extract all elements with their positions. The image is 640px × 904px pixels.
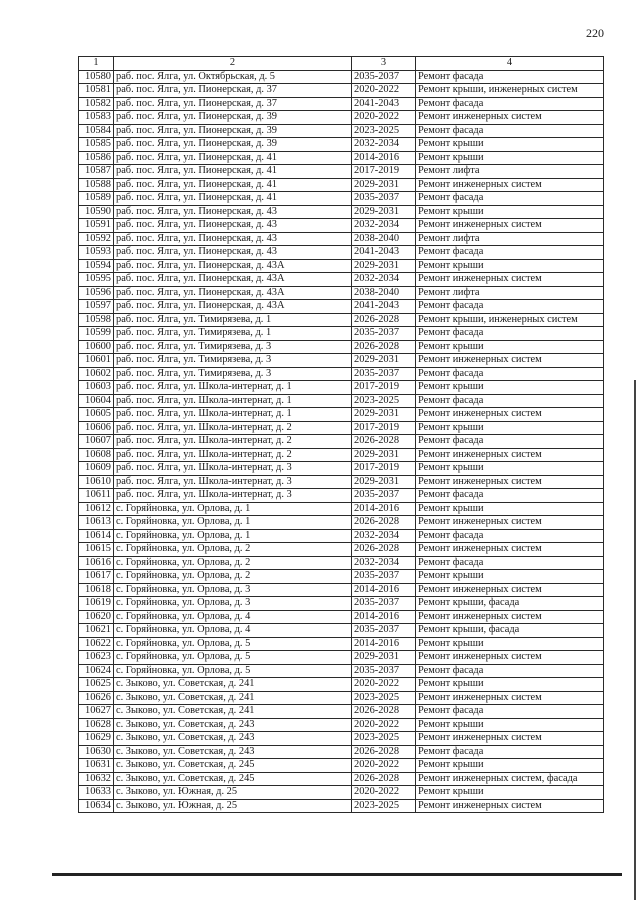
period-cell: 2014-2016	[352, 637, 416, 651]
row-number: 10602	[79, 367, 114, 381]
row-number: 10604	[79, 394, 114, 408]
period-cell: 2026-2028	[352, 516, 416, 530]
period-cell: 2020-2022	[352, 759, 416, 773]
work-type-cell: Ремонт инженерных систем	[416, 583, 604, 597]
table-row	[79, 408, 604, 422]
work-type-cell: Ремонт крыши	[416, 462, 604, 476]
table-row	[79, 516, 604, 530]
work-type-cell: Ремонт лифта	[416, 232, 604, 246]
work-type-cell: Ремонт крыши	[416, 421, 604, 435]
period-cell: 2026-2028	[352, 705, 416, 719]
table-row	[79, 97, 604, 111]
work-type-cell: Ремонт фасада	[416, 70, 604, 84]
table-row	[79, 489, 604, 503]
table-row	[79, 124, 604, 138]
work-type-cell: Ремонт фасада	[416, 664, 604, 678]
table-row	[79, 300, 604, 314]
table-row	[79, 462, 604, 476]
table-row	[79, 529, 604, 543]
row-number: 10587	[79, 165, 114, 179]
address-cell: раб. пос. Ялга, ул. Школа-интернат, д. 3	[114, 489, 352, 503]
row-number: 10603	[79, 381, 114, 395]
table-row	[79, 70, 604, 84]
table-row	[79, 718, 604, 732]
work-type-cell: Ремонт фасада	[416, 246, 604, 260]
address-cell: с. Зыково, ул. Южная, д. 25	[114, 786, 352, 800]
work-type-cell: Ремонт фасада	[416, 124, 604, 138]
work-type-cell: Ремонт крыши, фасада	[416, 597, 604, 611]
period-cell: 2029-2031	[352, 475, 416, 489]
row-number: 10633	[79, 786, 114, 800]
address-cell: раб. пос. Ялга, ул. Тимирязева, д. 1	[114, 327, 352, 341]
table-row	[79, 435, 604, 449]
column-header-address: 2	[114, 57, 352, 71]
row-number: 10623	[79, 651, 114, 665]
table-row	[79, 637, 604, 651]
period-cell: 2014-2016	[352, 583, 416, 597]
period-cell: 2035-2037	[352, 597, 416, 611]
table-row	[79, 543, 604, 557]
work-type-cell: Ремонт инженерных систем, фасада	[416, 772, 604, 786]
table-row	[79, 786, 604, 800]
period-cell: 2032-2034	[352, 273, 416, 287]
row-number: 10612	[79, 502, 114, 516]
table-body	[79, 70, 604, 813]
table-row	[79, 705, 604, 719]
period-cell: 2017-2019	[352, 165, 416, 179]
row-number: 10632	[79, 772, 114, 786]
work-type-cell: Ремонт крыши	[416, 502, 604, 516]
work-type-cell: Ремонт инженерных систем	[416, 408, 604, 422]
period-cell: 2023-2025	[352, 124, 416, 138]
work-type-cell: Ремонт инженерных систем	[416, 651, 604, 665]
period-cell: 2023-2025	[352, 799, 416, 813]
address-cell: с. Горяйновка, ул. Орлова, д. 3	[114, 583, 352, 597]
address-cell: с. Зыково, ул. Южная, д. 25	[114, 799, 352, 813]
table-row	[79, 610, 604, 624]
table-row	[79, 664, 604, 678]
work-type-cell: Ремонт крыши, инженерных систем	[416, 84, 604, 98]
work-type-cell: Ремонт инженерных систем	[416, 516, 604, 530]
address-cell: с. Зыково, ул. Советская, д. 243	[114, 745, 352, 759]
period-cell: 2023-2025	[352, 394, 416, 408]
row-number: 10614	[79, 529, 114, 543]
table-row	[79, 691, 604, 705]
period-cell: 2035-2037	[352, 489, 416, 503]
row-number: 10622	[79, 637, 114, 651]
period-cell: 2041-2043	[352, 246, 416, 260]
address-cell: с. Горяйновка, ул. Орлова, д. 5	[114, 664, 352, 678]
table-row	[79, 732, 604, 746]
row-number: 10616	[79, 556, 114, 570]
address-cell: с. Зыково, ул. Советская, д. 245	[114, 772, 352, 786]
address-cell: раб. пос. Ялга, ул. Пионерская, д. 43А	[114, 273, 352, 287]
table-row	[79, 84, 604, 98]
period-cell: 2026-2028	[352, 543, 416, 557]
period-cell: 2035-2037	[352, 327, 416, 341]
address-cell: раб. пос. Ялга, ул. Пионерская, д. 43А	[114, 259, 352, 273]
row-number: 10613	[79, 516, 114, 530]
table-row	[79, 624, 604, 638]
period-cell: 2014-2016	[352, 151, 416, 165]
work-type-cell: Ремонт крыши	[416, 151, 604, 165]
work-type-cell: Ремонт фасада	[416, 489, 604, 503]
period-cell: 2017-2019	[352, 421, 416, 435]
work-type-cell: Ремонт крыши	[416, 718, 604, 732]
work-type-cell: Ремонт крыши	[416, 340, 604, 354]
work-type-cell: Ремонт инженерных систем	[416, 178, 604, 192]
period-cell: 2035-2037	[352, 70, 416, 84]
address-cell: раб. пос. Ялга, ул. Школа-интернат, д. 1	[114, 394, 352, 408]
row-number: 10590	[79, 205, 114, 219]
table-row	[79, 178, 604, 192]
address-cell: раб. пос. Ялга, ул. Пионерская, д. 41	[114, 151, 352, 165]
period-cell: 2017-2019	[352, 462, 416, 476]
table-row	[79, 759, 604, 773]
period-cell: 2017-2019	[352, 381, 416, 395]
row-number: 10615	[79, 543, 114, 557]
row-number: 10581	[79, 84, 114, 98]
table-row	[79, 597, 604, 611]
period-cell: 2020-2022	[352, 84, 416, 98]
work-type-cell: Ремонт крыши	[416, 381, 604, 395]
table-row	[79, 381, 604, 395]
row-number: 10607	[79, 435, 114, 449]
address-cell: раб. пос. Ялга, ул. Пионерская, д. 43А	[114, 300, 352, 314]
table-row	[79, 799, 604, 813]
table-row	[79, 448, 604, 462]
work-type-cell: Ремонт крыши	[416, 570, 604, 584]
table-row	[79, 570, 604, 584]
row-number: 10631	[79, 759, 114, 773]
period-cell: 2023-2025	[352, 691, 416, 705]
table-row	[79, 367, 604, 381]
row-number: 10608	[79, 448, 114, 462]
row-number: 10586	[79, 151, 114, 165]
row-number: 10596	[79, 286, 114, 300]
row-number: 10605	[79, 408, 114, 422]
period-cell: 2026-2028	[352, 340, 416, 354]
work-type-cell: Ремонт фасада	[416, 327, 604, 341]
work-type-cell: Ремонт инженерных систем	[416, 354, 604, 368]
row-number: 10611	[79, 489, 114, 503]
address-cell: раб. пос. Ялга, ул. Школа-интернат, д. 1	[114, 381, 352, 395]
table-row	[79, 151, 604, 165]
period-cell: 2038-2040	[352, 232, 416, 246]
column-header-work-type: 4	[416, 57, 604, 71]
row-number: 10585	[79, 138, 114, 152]
address-cell: с. Зыково, ул. Советская, д. 243	[114, 718, 352, 732]
address-cell: раб. пос. Ялга, ул. Пионерская, д. 41	[114, 192, 352, 206]
work-type-cell: Ремонт фасада	[416, 300, 604, 314]
period-cell: 2041-2043	[352, 300, 416, 314]
address-cell: раб. пос. Ялга, ул. Пионерская, д. 43А	[114, 286, 352, 300]
address-cell: раб. пос. Ялга, ул. Пионерская, д. 37	[114, 84, 352, 98]
period-cell: 2035-2037	[352, 570, 416, 584]
table-row	[79, 192, 604, 206]
row-number: 10606	[79, 421, 114, 435]
address-cell: раб. пос. Ялга, ул. Пионерская, д. 39	[114, 138, 352, 152]
period-cell: 2029-2031	[352, 651, 416, 665]
period-cell: 2029-2031	[352, 354, 416, 368]
address-cell: с. Зыково, ул. Советская, д. 241	[114, 691, 352, 705]
table-row	[79, 286, 604, 300]
address-cell: раб. пос. Ялга, ул. Пионерская, д. 39	[114, 111, 352, 125]
address-cell: раб. пос. Ялга, ул. Октябрьская, д. 5	[114, 70, 352, 84]
table-row	[79, 219, 604, 233]
row-number: 10592	[79, 232, 114, 246]
row-number: 10591	[79, 219, 114, 233]
row-number: 10610	[79, 475, 114, 489]
row-number: 10583	[79, 111, 114, 125]
row-number: 10598	[79, 313, 114, 327]
period-cell: 2020-2022	[352, 678, 416, 692]
work-type-cell: Ремонт фасада	[416, 705, 604, 719]
work-type-cell: Ремонт фасада	[416, 367, 604, 381]
work-type-cell: Ремонт инженерных систем	[416, 732, 604, 746]
period-cell: 2029-2031	[352, 205, 416, 219]
address-cell: раб. пос. Ялга, ул. Школа-интернат, д. 2	[114, 435, 352, 449]
work-type-cell: Ремонт лифта	[416, 286, 604, 300]
address-cell: раб. пос. Ялга, ул. Тимирязева, д. 1	[114, 313, 352, 327]
period-cell: 2020-2022	[352, 718, 416, 732]
work-type-cell: Ремонт фасада	[416, 556, 604, 570]
table-row	[79, 475, 604, 489]
work-type-cell: Ремонт инженерных систем	[416, 219, 604, 233]
row-number: 10628	[79, 718, 114, 732]
row-number: 10626	[79, 691, 114, 705]
address-cell: с. Горяйновка, ул. Орлова, д. 2	[114, 556, 352, 570]
address-cell: раб. пос. Ялга, ул. Тимирязева, д. 3	[114, 354, 352, 368]
row-number: 10609	[79, 462, 114, 476]
table-row	[79, 246, 604, 260]
work-type-cell: Ремонт инженерных систем	[416, 543, 604, 557]
period-cell: 2020-2022	[352, 111, 416, 125]
row-number: 10597	[79, 300, 114, 314]
address-cell: раб. пос. Ялга, ул. Пионерская, д. 43	[114, 205, 352, 219]
row-number: 10589	[79, 192, 114, 206]
table-row	[79, 772, 604, 786]
period-cell: 2041-2043	[352, 97, 416, 111]
address-cell: раб. пос. Ялга, ул. Пионерская, д. 39	[114, 124, 352, 138]
period-cell: 2032-2034	[352, 529, 416, 543]
period-cell: 2032-2034	[352, 219, 416, 233]
work-type-cell: Ремонт фасада	[416, 745, 604, 759]
work-type-cell: Ремонт фасада	[416, 529, 604, 543]
address-cell: раб. пос. Ялга, ул. Пионерская, д. 41	[114, 165, 352, 179]
work-type-cell: Ремонт крыши	[416, 259, 604, 273]
work-type-cell: Ремонт инженерных систем	[416, 475, 604, 489]
address-cell: раб. пос. Ялга, ул. Пионерская, д. 37	[114, 97, 352, 111]
work-type-cell: Ремонт крыши, инженерных систем	[416, 313, 604, 327]
row-number: 10625	[79, 678, 114, 692]
period-cell: 2029-2031	[352, 408, 416, 422]
row-number: 10599	[79, 327, 114, 341]
address-cell: раб. пос. Ялга, ул. Пионерская, д. 43	[114, 219, 352, 233]
work-type-cell: Ремонт инженерных систем	[416, 273, 604, 287]
row-number: 10600	[79, 340, 114, 354]
row-number: 10624	[79, 664, 114, 678]
period-cell: 2026-2028	[352, 745, 416, 759]
address-cell: с. Зыково, ул. Советская, д. 241	[114, 705, 352, 719]
table-row	[79, 502, 604, 516]
work-type-cell: Ремонт лифта	[416, 165, 604, 179]
column-header-number: 1	[79, 57, 114, 71]
address-cell: с. Зыково, ул. Советская, д. 241	[114, 678, 352, 692]
period-cell: 2029-2031	[352, 178, 416, 192]
row-number: 10601	[79, 354, 114, 368]
period-cell: 2038-2040	[352, 286, 416, 300]
work-type-cell: Ремонт инженерных систем	[416, 799, 604, 813]
row-number: 10593	[79, 246, 114, 260]
period-cell: 2023-2025	[352, 732, 416, 746]
work-type-cell: Ремонт фасада	[416, 435, 604, 449]
table-row	[79, 205, 604, 219]
table-row	[79, 651, 604, 665]
address-cell: с. Горяйновка, ул. Орлова, д. 5	[114, 637, 352, 651]
table-row	[79, 111, 604, 125]
work-type-cell: Ремонт фасада	[416, 97, 604, 111]
address-cell: с. Горяйновка, ул. Орлова, д. 2	[114, 570, 352, 584]
table-row	[79, 232, 604, 246]
table-row	[79, 327, 604, 341]
work-type-cell: Ремонт крыши	[416, 786, 604, 800]
period-cell: 2035-2037	[352, 192, 416, 206]
period-cell: 2026-2028	[352, 313, 416, 327]
address-cell: раб. пос. Ялга, ул. Школа-интернат, д. 2	[114, 421, 352, 435]
table-row	[79, 745, 604, 759]
table-row	[79, 678, 604, 692]
table-row	[79, 273, 604, 287]
row-number: 10620	[79, 610, 114, 624]
period-cell: 2026-2028	[352, 772, 416, 786]
capital-repair-table	[78, 56, 604, 813]
period-cell: 2020-2022	[352, 786, 416, 800]
row-number: 10619	[79, 597, 114, 611]
address-cell: с. Зыково, ул. Советская, д. 243	[114, 732, 352, 746]
table-row	[79, 394, 604, 408]
bottom-border-line	[52, 873, 622, 876]
work-type-cell: Ремонт крыши	[416, 138, 604, 152]
address-cell: с. Горяйновка, ул. Орлова, д. 4	[114, 610, 352, 624]
address-cell: раб. пос. Ялга, ул. Школа-интернат, д. 3	[114, 462, 352, 476]
row-number: 10584	[79, 124, 114, 138]
row-number: 10595	[79, 273, 114, 287]
right-margin-line	[634, 380, 636, 900]
column-header-period: 3	[352, 57, 416, 71]
address-cell: с. Горяйновка, ул. Орлова, д. 4	[114, 624, 352, 638]
table-header-row	[79, 57, 604, 71]
table-row	[79, 313, 604, 327]
table-row	[79, 421, 604, 435]
table-row	[79, 259, 604, 273]
address-cell: с. Горяйновка, ул. Орлова, д. 5	[114, 651, 352, 665]
address-cell: раб. пос. Ялга, ул. Школа-интернат, д. 3	[114, 475, 352, 489]
work-type-cell: Ремонт инженерных систем	[416, 610, 604, 624]
row-number: 10594	[79, 259, 114, 273]
work-type-cell: Ремонт фасада	[416, 192, 604, 206]
work-type-cell: Ремонт крыши	[416, 759, 604, 773]
work-type-cell: Ремонт инженерных систем	[416, 111, 604, 125]
row-number: 10634	[79, 799, 114, 813]
address-cell: раб. пос. Ялга, ул. Тимирязева, д. 3	[114, 340, 352, 354]
address-cell: раб. пос. Ялга, ул. Пионерская, д. 41	[114, 178, 352, 192]
table-row	[79, 583, 604, 597]
row-number: 10582	[79, 97, 114, 111]
period-cell: 2029-2031	[352, 448, 416, 462]
work-type-cell: Ремонт крыши, фасада	[416, 624, 604, 638]
period-cell: 2035-2037	[352, 664, 416, 678]
period-cell: 2029-2031	[352, 259, 416, 273]
row-number: 10588	[79, 178, 114, 192]
page-number: 220	[586, 26, 604, 40]
table-row	[79, 138, 604, 152]
row-number: 10618	[79, 583, 114, 597]
work-type-cell: Ремонт инженерных систем	[416, 448, 604, 462]
address-cell: с. Горяйновка, ул. Орлова, д. 2	[114, 543, 352, 557]
address-cell: с. Горяйновка, ул. Орлова, д. 3	[114, 597, 352, 611]
row-number: 10627	[79, 705, 114, 719]
row-number: 10629	[79, 732, 114, 746]
row-number: 10617	[79, 570, 114, 584]
period-cell: 2032-2034	[352, 556, 416, 570]
period-cell: 2014-2016	[352, 610, 416, 624]
row-number: 10621	[79, 624, 114, 638]
table-row	[79, 165, 604, 179]
period-cell: 2035-2037	[352, 624, 416, 638]
work-type-cell: Ремонт крыши	[416, 637, 604, 651]
work-type-cell: Ремонт крыши	[416, 205, 604, 219]
address-cell: с. Горяйновка, ул. Орлова, д. 1	[114, 529, 352, 543]
work-type-cell: Ремонт крыши	[416, 678, 604, 692]
address-cell: раб. пос. Ялга, ул. Школа-интернат, д. 1	[114, 408, 352, 422]
address-cell: раб. пос. Ялга, ул. Пионерская, д. 43	[114, 232, 352, 246]
table-row	[79, 340, 604, 354]
address-cell: раб. пос. Ялга, ул. Школа-интернат, д. 2	[114, 448, 352, 462]
table-row	[79, 556, 604, 570]
work-type-cell: Ремонт инженерных систем	[416, 691, 604, 705]
period-cell: 2035-2037	[352, 367, 416, 381]
table-row	[79, 354, 604, 368]
period-cell: 2014-2016	[352, 502, 416, 516]
address-cell: с. Горяйновка, ул. Орлова, д. 1	[114, 502, 352, 516]
period-cell: 2026-2028	[352, 435, 416, 449]
address-cell: с. Зыково, ул. Советская, д. 245	[114, 759, 352, 773]
address-cell: раб. пос. Ялга, ул. Пионерская, д. 43	[114, 246, 352, 260]
row-number: 10630	[79, 745, 114, 759]
address-cell: с. Горяйновка, ул. Орлова, д. 1	[114, 516, 352, 530]
address-cell: раб. пос. Ялга, ул. Тимирязева, д. 3	[114, 367, 352, 381]
period-cell: 2032-2034	[352, 138, 416, 152]
work-type-cell: Ремонт фасада	[416, 394, 604, 408]
row-number: 10580	[79, 70, 114, 84]
